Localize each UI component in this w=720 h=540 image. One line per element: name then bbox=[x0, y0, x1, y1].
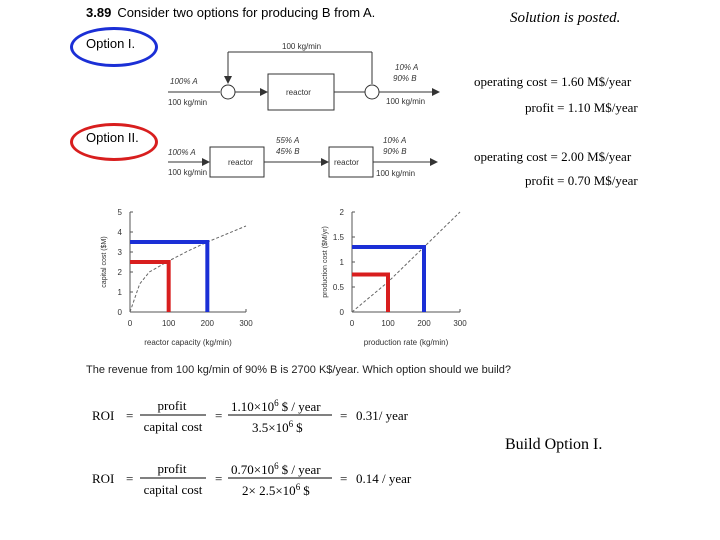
roi1-eq2: = bbox=[215, 408, 223, 423]
option2-feed-rate: 100 kg/min bbox=[168, 168, 208, 177]
option1-feed-comp: 100% A bbox=[170, 77, 198, 86]
chart1-ytick-label: 1 bbox=[339, 258, 344, 267]
chart0-ytick-label: 5 bbox=[117, 208, 122, 217]
option1-reactor-label: reactor bbox=[286, 88, 311, 97]
option1-product-comp-a: 10% A bbox=[395, 63, 419, 72]
roi2-result: 0.14 / year bbox=[356, 471, 412, 486]
option1-product-comp-b: 90% B bbox=[393, 74, 417, 83]
roi1-den2: $3.5\times 10^6$ $ bbox=[252, 419, 303, 435]
chart1-ytick-label: 2 bbox=[339, 208, 344, 217]
roi2-lhs: ROI bbox=[92, 471, 115, 486]
chart0-ytick-label: 0 bbox=[117, 308, 122, 317]
option2-label: Option II. bbox=[86, 130, 139, 145]
chart0-ytick-label: 1 bbox=[117, 288, 122, 297]
option2-reactor2-label: reactor bbox=[334, 158, 359, 167]
option2-product-comp-b: 90% B bbox=[383, 147, 407, 156]
roi1-den: capital cost bbox=[143, 419, 203, 434]
roi2-eq1: = bbox=[126, 471, 134, 486]
roi2-equation bbox=[92, 461, 412, 498]
chart0-xtick-label: 100 bbox=[161, 319, 176, 328]
roi1-eq1: = bbox=[126, 408, 134, 423]
option1-feed-rate: 100 kg/min bbox=[168, 98, 208, 107]
roi2-num2: $0.70\times 10^6$ $ / year bbox=[231, 461, 321, 477]
roi1-equation bbox=[92, 398, 409, 435]
option2-product-comp-a: 10% A bbox=[383, 136, 407, 145]
problem-number: 3.89 bbox=[86, 5, 112, 20]
chart1-ytick-label: 0 bbox=[339, 308, 344, 317]
chart1-xtick-label: 100 bbox=[381, 319, 395, 328]
option2-profit: profit = 0.70 M$/year bbox=[525, 173, 638, 188]
roi1-result: 0.31/ year bbox=[356, 408, 408, 423]
chart0-ytick-label: 2 bbox=[117, 268, 122, 277]
roi1-num: profit bbox=[157, 398, 187, 413]
roi1-eq3: = bbox=[340, 408, 348, 423]
option1-label: Option I. bbox=[86, 36, 136, 51]
posted-note: Solution is posted. bbox=[510, 10, 621, 26]
roi1-lhs: ROI bbox=[92, 408, 115, 423]
revenue-question: The revenue from 100 kg/min of 90% B is 2700 K$/year. Which option should we build? bbox=[86, 364, 511, 376]
roi2-eq3: = bbox=[340, 471, 348, 486]
option1-recycle-label: 100 kg/min bbox=[282, 42, 322, 51]
chart0-xtick-label: 200 bbox=[200, 319, 215, 328]
problem-text: Consider two options for producing B from A. bbox=[117, 5, 376, 20]
option2-mid-comp-a: 55% A bbox=[276, 136, 300, 145]
chart0-xtick-label: 300 bbox=[239, 319, 253, 328]
chart1-xlabel: production rate (kg/min) bbox=[363, 338, 449, 347]
option1-operating-cost: operating cost = 1.60 M$/year bbox=[474, 74, 632, 89]
chart1-xtick-label: 300 bbox=[453, 319, 467, 328]
chart1-ytick-label: 1.5 bbox=[332, 233, 344, 242]
roi2-num: profit bbox=[157, 461, 187, 476]
option2-feed-comp: 100% A bbox=[168, 148, 196, 157]
chart1-xtick-label: 0 bbox=[349, 319, 355, 328]
chart0-ytick-label: 3 bbox=[117, 248, 122, 257]
conclusion: Build Option I. bbox=[505, 436, 603, 453]
roi2-den: capital cost bbox=[143, 482, 203, 497]
chart1-ylabel: production cost ($M/yr) bbox=[322, 226, 329, 298]
chart0-xlabel: reactor capacity (kg/min) bbox=[144, 338, 232, 347]
chart0-xtick-label: 0 bbox=[127, 319, 133, 328]
option1-profit: profit = 1.10 M$/year bbox=[525, 100, 638, 115]
chart0-ytick-label: 4 bbox=[117, 228, 122, 237]
option2-reactor1-label: reactor bbox=[228, 158, 253, 167]
option1-product-rate: 100 kg/min bbox=[386, 97, 426, 106]
roi1-num2: $1.10\times 10^6$ $ / year bbox=[231, 398, 321, 414]
roi2-den2: $2\times 2.5\times 10^6$ $ bbox=[242, 482, 310, 498]
option2-operating-cost: operating cost = 2.00 M$/year bbox=[474, 149, 632, 164]
option2-mid-comp-b: 45% B bbox=[276, 147, 300, 156]
chart1-ytick-label: 0.5 bbox=[332, 283, 344, 292]
roi2-eq2: = bbox=[215, 471, 223, 486]
chart0-ylabel: capital cost ($M) bbox=[101, 236, 108, 288]
chart1-xtick-label: 200 bbox=[417, 319, 431, 328]
option2-product-rate: 100 kg/min bbox=[376, 169, 416, 178]
